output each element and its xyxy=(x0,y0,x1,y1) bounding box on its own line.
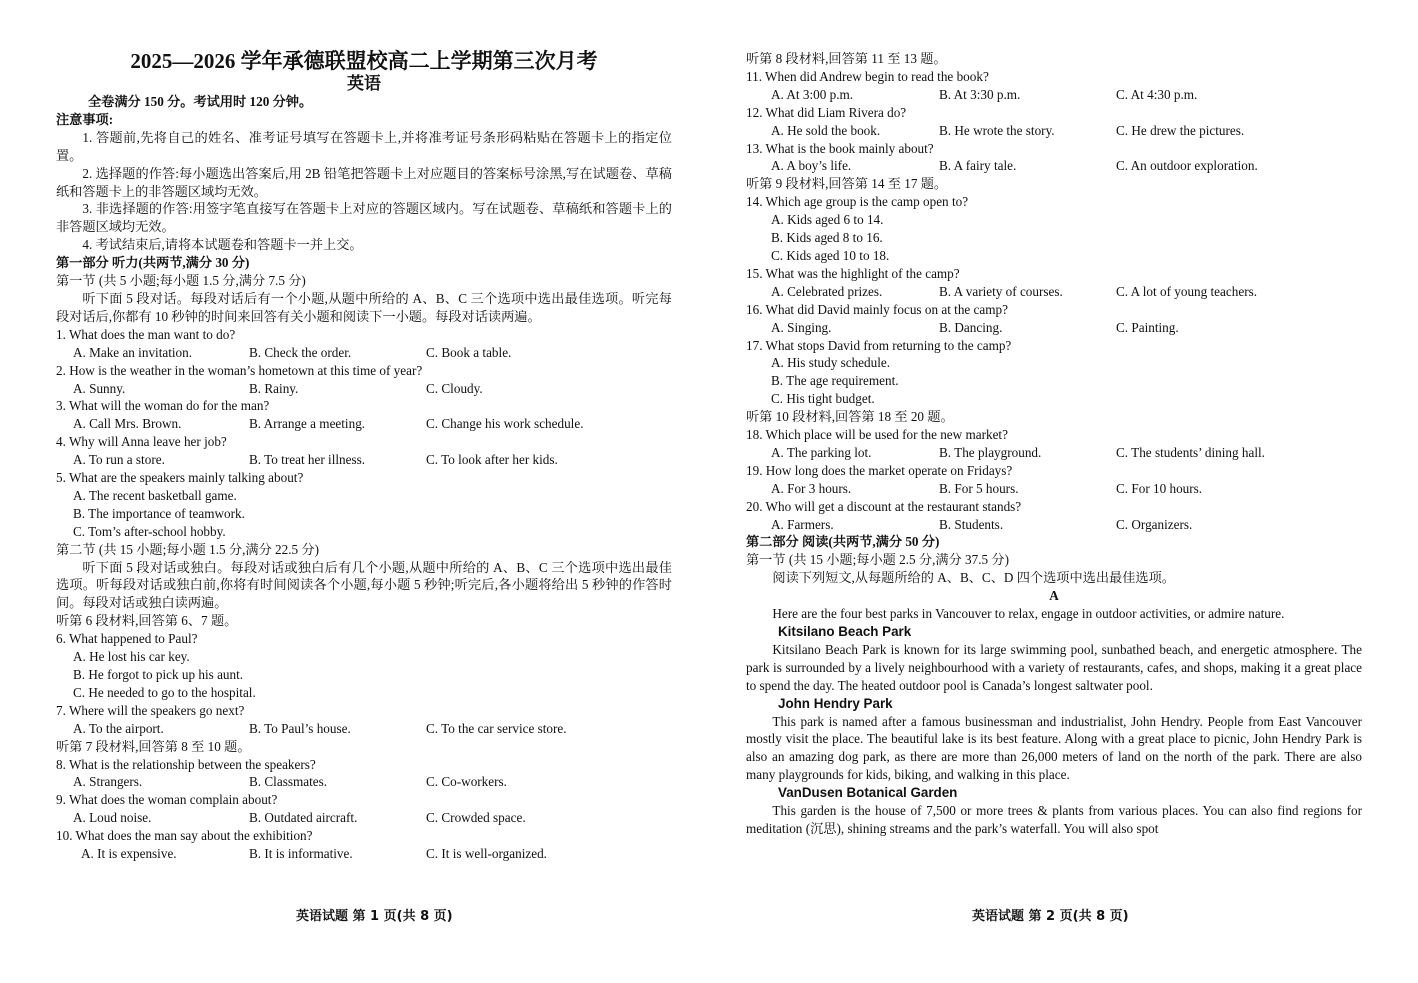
subject-title: 英语 xyxy=(347,74,381,93)
option-b: B. The importance of teamwork. xyxy=(73,505,245,521)
question-19 xyxy=(746,462,1362,498)
question-4 xyxy=(56,433,672,469)
question-stem: 16. What did David mainly focus on at the camp? xyxy=(746,301,1008,317)
option-a: A. Call Mrs. Brown. xyxy=(73,416,182,432)
park-title: VanDusen Botanical Garden xyxy=(778,785,958,801)
option-a: A. To run a store. xyxy=(73,452,165,468)
part2-sec1-instructions: 阅读下列短文,从每题所给的 A、B、C、D 四个选项中选出最佳选项。 xyxy=(772,570,1175,586)
segment-6-heading: 听第 6 段材料,回答第 6、7 题。 xyxy=(56,613,238,629)
question-stem: 19. How long does the market operate on Fridays? xyxy=(746,462,1013,478)
option-b: B. A fairy tale. xyxy=(939,158,1017,174)
option-a: A. A boy’s life. xyxy=(771,158,852,174)
question-9 xyxy=(56,791,672,827)
option-b: B. Classmates. xyxy=(249,774,328,790)
option-b: B. He forgot to pick up his aunt. xyxy=(73,667,244,682)
notice-2: 2. 选择题的作答:每小题选出答案后,用 2B 铅笔把答题卡上对应题目的答案标号涂黑,写在试题卷、草稿纸和答题卡上的非答题区域均无效。 xyxy=(56,165,672,199)
question-17 xyxy=(746,337,1362,409)
option-b: B. Kids aged 8 to 16. xyxy=(771,230,883,246)
question-16 xyxy=(746,301,1362,337)
option-c: C. Organizers. xyxy=(1116,516,1193,532)
park-description: This park is named after a famous businessman and industrialist, John Hendry. People from East Vancouver mostly visit the place. The beautiful lake is its best feature. Along with a great place to picnic, John Hendry Park is also an amazing dog park, as there are more than 26,000 meters of land on the north of the park. There are also many playgrounds for kids, biking, and walking in this place. xyxy=(746,713,1362,783)
option-c: C. He needed to go to the hospital. xyxy=(73,684,256,700)
page-footer-left: 英语试题 第 1 页(共 8 页) xyxy=(296,909,453,924)
question-stem: 9. What does the woman complain about? xyxy=(56,792,278,808)
question-stem: 4. Why will Anna leave her job? xyxy=(56,434,227,450)
question-18 xyxy=(746,426,1362,462)
option-c: C. It is well-organized. xyxy=(426,846,547,862)
right-page xyxy=(746,50,1362,838)
option-a: A. At 3:00 p.m. xyxy=(771,86,854,102)
option-b: B. Rainy. xyxy=(249,380,299,396)
question-stem: 12. What did Liam Rivera do? xyxy=(746,104,907,120)
option-a: A. Strangers. xyxy=(73,774,143,790)
option-c: C. A lot of young teachers. xyxy=(1116,283,1258,299)
notice-1: 1. 答题前,先将自己的姓名、准考证号填写在答题卡上,并将准考证号条形码粘贴在答题卡上的指定位置。 xyxy=(56,129,672,163)
option-c: C. Change his work schedule. xyxy=(426,416,584,432)
option-b: B. It is informative. xyxy=(249,846,353,862)
question-stem: 1. What does the man want to do? xyxy=(56,326,236,342)
option-a: A. The parking lot. xyxy=(771,444,872,460)
question-stem: 17. What stops David from returning to the camp? xyxy=(746,337,1012,353)
question-stem: 15. What was the highlight of the camp? xyxy=(746,265,960,281)
option-c: C. An outdoor exploration. xyxy=(1116,158,1258,174)
segment-8-heading: 听第 8 段材料,回答第 11 至 13 题。 xyxy=(746,51,947,66)
question-10 xyxy=(56,827,672,863)
part1-sec2-heading: 第二节 (共 15 小题;每小题 1.5 分,满分 22.5 分) xyxy=(56,541,320,557)
part1-sec1-heading: 第一节 (共 5 小题;每小题 1.5 分,满分 7.5 分) xyxy=(56,273,306,289)
part2-sec1-heading: 第一节 (共 15 小题;每小题 2.5 分,满分 37.5 分) xyxy=(746,552,1010,568)
option-a: A. Loud noise. xyxy=(73,810,152,826)
notice-3: 3. 非选择题的作答:用签字笔直接写在答题卡上对应的答题区域内。写在试题卷、草稿纸和答题卡上的非答题区域均无效。 xyxy=(56,201,672,235)
question-stem: 18. Which place will be used for the new market? xyxy=(746,427,1008,443)
option-a: A. His study schedule. xyxy=(771,355,891,371)
option-b: B. To treat her illness. xyxy=(249,452,366,468)
option-b: B. He wrote the story. xyxy=(939,122,1055,138)
option-c: C. Co-workers. xyxy=(426,774,507,790)
park-description: This garden is the house of 7,500 or more trees & plants from various places. You can also find regions for meditation (沉思), shining streams and the park’s waterfall. You will also spot xyxy=(746,803,1362,836)
question-stem: 3. What will the woman do for the man? xyxy=(56,398,270,414)
option-c: C. The students’ dining hall. xyxy=(1116,444,1265,460)
segment-7-heading: 听第 7 段材料,回答第 8 至 10 题。 xyxy=(56,738,251,754)
option-a: A. Farmers. xyxy=(771,516,834,532)
option-c: C. To look after her kids. xyxy=(426,452,558,468)
segment-9-heading: 听第 9 段材料,回答第 14 至 17 题。 xyxy=(746,176,948,192)
question-stem: 11. When did Andrew begin to read the book? xyxy=(746,68,989,84)
question-5 xyxy=(56,469,672,541)
question-stem: 14. Which age group is the camp open to? xyxy=(746,194,969,210)
left-page xyxy=(56,48,672,863)
option-b: B. To Paul’s house. xyxy=(249,720,351,736)
option-a: A. He lost his car key. xyxy=(73,649,190,665)
option-c: C. To the car service store. xyxy=(426,720,567,736)
part1-sec1-instructions: 听下面 5 段对话。每段对话后有一个小题,从题中所给的 A、B、C 三个选项中选出最佳选项。听完每段对话后,你都有 10 秒钟的时间来回答有关小题和阅读下一小题。每段对话读两遍。 xyxy=(56,290,672,324)
option-b: B. Dancing. xyxy=(939,319,1003,335)
option-c: C. For 10 hours. xyxy=(1116,480,1203,496)
question-stem: 20. Who will get a discount at the restaurant stands? xyxy=(746,498,1022,514)
question-12 xyxy=(746,104,1362,140)
question-13 xyxy=(746,140,1362,176)
option-c: C. Book a table. xyxy=(426,344,512,360)
option-c: C. At 4:30 p.m. xyxy=(1116,86,1198,102)
page-footer-right: 英语试题 第 2 页(共 8 页) xyxy=(972,909,1129,924)
option-b: B. Arrange a meeting. xyxy=(249,416,366,432)
question-1 xyxy=(56,326,672,362)
passage-intro: Here are the four best parks in Vancouver to relax, engage in outdoor activities, or admire nature. xyxy=(772,606,1285,622)
part2-heading: 第二部分 阅读(共两节,满分 50 分) xyxy=(746,534,940,550)
question-stem: 13. What is the book mainly about? xyxy=(746,140,934,156)
option-b: B. A variety of courses. xyxy=(939,283,1063,299)
question-stem: 6. What happened to Paul? xyxy=(56,631,198,647)
question-stem: 2. How is the weather in the woman’s hometown at this time of year? xyxy=(56,362,423,378)
option-a: A. He sold the book. xyxy=(771,122,881,138)
option-c: C. Kids aged 10 to 18. xyxy=(771,247,890,263)
notice-4: 4. 考试结束后,请将本试题卷和答题卡一并上交。 xyxy=(82,237,363,253)
question-2 xyxy=(56,362,672,398)
option-c: C. Painting. xyxy=(1116,319,1179,335)
part1-heading: 第一部分 听力(共两节,满分 30 分) xyxy=(56,255,250,271)
question-11 xyxy=(746,68,1362,104)
question-14 xyxy=(746,193,1362,265)
segment-10-heading: 听第 10 段材料,回答第 18 至 20 题。 xyxy=(746,409,954,425)
question-3 xyxy=(56,397,672,433)
option-a: A. Kids aged 6 to 14. xyxy=(771,212,884,228)
option-b: B. Outdated aircraft. xyxy=(249,810,358,826)
option-a: A. Celebrated prizes. xyxy=(771,283,883,299)
exam-info: 全卷满分 150 分。考试用时 120 分钟。 xyxy=(88,94,313,109)
question-stem: 5. What are the speakers mainly talking about? xyxy=(56,470,304,486)
question-7 xyxy=(56,702,672,738)
option-b: B. Check the order. xyxy=(249,344,352,360)
question-stem: 8. What is the relationship between the speakers? xyxy=(56,756,316,772)
exam-title: 2025—2026 学年承德联盟校高二上学期第三次月考 xyxy=(130,49,598,73)
option-a: A. Make an invitation. xyxy=(73,344,193,360)
question-stem: 7. Where will the speakers go next? xyxy=(56,702,245,718)
option-c: C. His tight budget. xyxy=(771,391,875,407)
question-stem: 10. What does the man say about the exhibition? xyxy=(56,828,313,844)
option-c: C. He drew the pictures. xyxy=(1116,122,1245,138)
question-8 xyxy=(56,756,672,792)
option-a: A. It is expensive. xyxy=(81,846,177,862)
option-a: A. Singing. xyxy=(771,319,832,335)
notice-heading: 注意事项: xyxy=(56,111,114,127)
question-6 xyxy=(56,630,672,702)
question-15 xyxy=(746,265,1362,301)
option-c: C. Tom’s after-school hobby. xyxy=(73,523,226,539)
park-title: Kitsilano Beach Park xyxy=(778,624,912,639)
option-a: A. The recent basketball game. xyxy=(73,487,237,503)
option-c: C. Cloudy. xyxy=(426,380,483,396)
option-b: B. The age requirement. xyxy=(771,373,899,389)
option-b: B. For 5 hours. xyxy=(939,480,1019,496)
option-b: B. The playground. xyxy=(939,444,1042,460)
passage-label: A xyxy=(1049,588,1059,604)
option-a: A. Sunny. xyxy=(73,380,126,396)
option-b: B. Students. xyxy=(939,516,1004,532)
option-c: C. Crowded space. xyxy=(426,810,526,826)
park-description: Kitsilano Beach Park is known for its large swimming pool, sunbathed beach, and energetic atmosphere. The park is surrounded by a lively neighbourhood with a variety of restaurants, cafes, and shops, making it a great place to spend the day. The heated outdoor pool is Canada’s longest saltwater pool. xyxy=(746,641,1362,693)
part1-sec2-instructions: 听下面 5 段对话或独白。每段对话或独白后有几个小题,从题中所给的 A、B、C 三个选项中选出最佳选项。听每段对话或独白前,你将有时间阅读各个小题,每小题 5 秒钟;听完后,各小题将给出 5 秒钟的作答时间。每段对话或独白读两遍。 xyxy=(56,559,672,611)
park-title: John Hendry Park xyxy=(778,695,893,711)
option-b: B. At 3:30 p.m. xyxy=(939,86,1021,102)
option-a: A. To the airport. xyxy=(73,720,164,736)
option-a: A. For 3 hours. xyxy=(771,480,852,496)
question-20 xyxy=(746,498,1362,534)
